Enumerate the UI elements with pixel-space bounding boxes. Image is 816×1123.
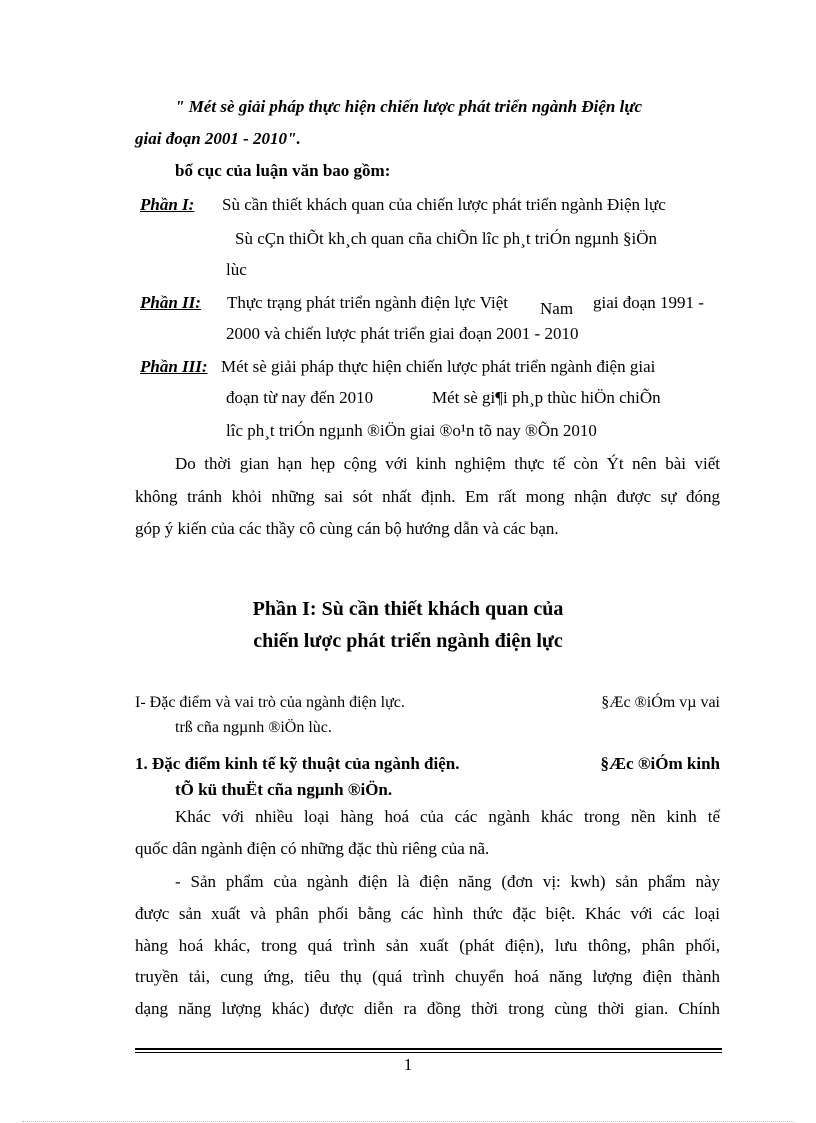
page-edge-dotted-line (22, 1121, 794, 1122)
intro-para-line-1: Do thời gian hạn hẹp cộng với kinh nghiệm thực tế còn Ýt nên bài viết (175, 454, 720, 473)
structure-heading: bố cục của luận văn bao gồm: (175, 161, 391, 180)
section-I-heading-line-2: trß cña ngµnh ®iÖn lùc. (175, 719, 332, 736)
part-2-line-1b: Nam (540, 299, 574, 318)
part-3-line-3: lîc ph¸t triÓn ngµnh ®iÖn giai ®o¹n tõ nay ®Õn 2010 (226, 421, 597, 440)
part-1-garbled-line-1: Sù cÇn thiÕt kh¸ch quan cña chiÕn lîc ph¸t triÓn ngµnh §iÖn (235, 229, 657, 248)
part-3-line-2b: Mét sè gi¶i ph¸p thùc hiÖn chiÕn (432, 388, 661, 407)
footer-rule-thick (135, 1048, 722, 1050)
para-b-line-3: hàng hoá khác, trong quá trình sản xuất (phát điện), lưu thông, phân phối, (135, 936, 720, 955)
intro-para-line-2: không tránh khỏi những sai sót nhất định. Em rất mong nhận được sự đóng (135, 487, 720, 506)
part-2-line-1c: giai đoạn 1991 - (593, 293, 704, 312)
section-I-heading-a: I- Đặc điểm và vai trò của ngành điện lực. (135, 694, 405, 711)
part-3-label: Phần III: (140, 357, 208, 376)
para-a-line-1: Khác với nhiều loại hàng hoá của các ngành khác trong nền kinh tế (175, 807, 720, 826)
section-1-heading-a: 1. Đặc điểm kinh tế kỹ thuật của ngành điện. (135, 754, 460, 773)
page-number: 1 (403, 1055, 413, 1074)
section-1-heading-line-2: tÕ kü thuËt cña ngµnh ®iÖn. (175, 780, 393, 799)
thesis-title-line-1: " Mét sè giải pháp thực hiện chiến lược phát triển ngành Điện lực (175, 97, 643, 116)
para-b-line-1: - Sản phẩm của ngành điện là điện năng (đơn vị: kwh) sản phẩm này (175, 872, 720, 891)
part-heading-line-2: chiến lược phát triển ngành điện lực (253, 630, 563, 652)
part-2-label: Phần II: (140, 293, 201, 312)
thesis-title-line-2: giai đoạn 2001 - 2010". (135, 129, 301, 148)
para-b-line-5: dạng năng lượng khác) được diễn ra đồng thời trong cùng thời gian. Chính (135, 999, 720, 1018)
part-1-text: Sù cần thiết khách quan của chiến lược phát triển ngành Điện lực (222, 195, 666, 214)
para-b-line-2: được sản xuất và phân phối bằng các hình thức đặc biệt. Khác với các loại (135, 904, 720, 923)
part-1-garbled-line-2: lùc (226, 260, 247, 279)
para-b-line-4: truyền tải, cung ứng, tiêu thụ (quá trình chuyển hoá năng lượng điện thành (135, 967, 720, 986)
part-3-line-2a: đoạn từ nay đến 2010 (226, 388, 374, 407)
part-3-line-1: Mét sè giải pháp thực hiện chiến lược phát triển ngành điện giai (221, 357, 656, 376)
part-2-line-2: 2000 và chiến lược phát triển giai đoạn 2001 - 2010 (226, 324, 579, 343)
part-1-label: Phần I: (140, 195, 195, 214)
intro-para-line-3: góp ý kiến của các thầy cô cùng cán bộ hướng dẫn và các bạn. (135, 519, 559, 538)
footer-rule-thin (135, 1052, 722, 1053)
section-1-heading-b: §Æc ®iÓm kinh (600, 754, 720, 773)
para-a-line-2: quốc dân ngành điện có những đặc thù riêng của nã. (135, 839, 490, 858)
section-I-heading-b: §Æc ®iÓm vµ vai (601, 694, 720, 711)
part-heading-line-1: Phần I: Sù cần thiết khách quan của (252, 598, 564, 620)
part-2-line-1a: Thực trạng phát triển ngành điện lực Việt (227, 293, 508, 312)
